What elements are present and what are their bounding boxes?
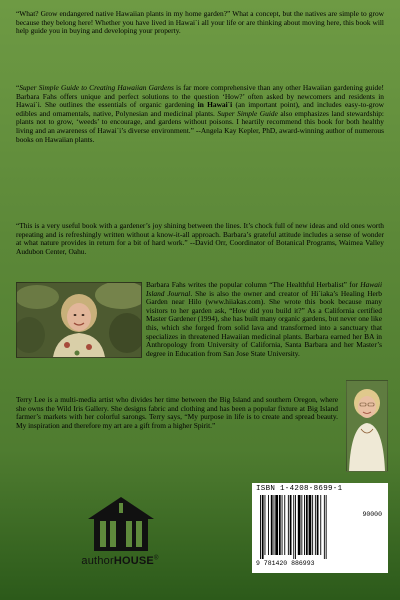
barcode-bar [320,495,321,555]
kepler-quote-paragraph: “Super Simple Guide to Creating Hawaiian Gardens is far more comprehensive than any other Hawaiian gardening guide! Barbara Fahs offers unique and perfect solutions to the question ‘How?’ often asked by newcomers and residents in Hawai`i. She outlines the essentials of organic gardening in Hawai`i (an important point), and includes easy-to-grow edibles and ornamentals, native, Polynesian and medicinal plants. Super Simple Guide also emphasizes land stewardship: plants not to grow, ‘weeds’ to encourage, and gardens without poisons. I heartily recommend this book for both healthy living and an awareness of Hawai`i’s diverse environment.” --Angela Kay Kepler, PhD, award-winning author of numerous books on Hawaiian plants. [16,83,384,144]
kepler-quote-part1: is far more comprehensive than any other Hawaiian gardening guide! Barbara Fahs offers unique and perfect solutions to the question ‘How?’ often asked by newcomers and residents in Hawai`i. She outlines the essentials of organic gardening [16,83,384,110]
price-code: 90000 [362,511,382,518]
isbn-barcode [252,483,388,573]
artist-photo-terry-art [347,381,387,471]
barcode-bar [288,495,289,555]
barcode-bar [312,495,313,555]
barcode-bar [295,495,296,559]
barcode-bar [304,495,305,555]
ean-barcode-icon [258,495,354,559]
publisher-name-prefix: author [81,555,114,567]
isbn-label: ISBN 1-4208-8699-1 [256,485,343,493]
intro-text: “What? Grow endangered native Hawaiian plants in my home garden?” What a concept, but the natives are simple to grow because they belong here! Whether you have lived in Hawai`i all your life or are thinking about moving here, this book will help guide you in buying and developing your property. [16,9,384,36]
artist-photo-terry [346,380,388,472]
orr-quote-paragraph [16,222,384,256]
barcode-bar [315,495,316,555]
ean-number: 9 781420 886993 [256,560,315,567]
orr-quote-text: “This is a very useful book with a gardener’s joy shining between the lines. It’s chock full of new ideas and old ones worth repeating and is refreshingly written without a know-it-all approach. Barbara’s grateful attitude includes a sense of wonder at what nature provides in return for a bit of hard work.” --David Orr, Coordinator of Botanical Programs, Waimea Valley Audubon Center, Oahu. [16,221,384,256]
barcode-bar [317,495,319,555]
barcode-bar [275,495,278,555]
kepler-quote-part2: (an important point), and includes easy-to-grow edibles and ornamentals, native, Polynesian and medicinal plants. [16,100,384,118]
publisher-name [60,555,180,567]
barcode-bar [279,495,281,555]
terry-bio-paragraph [16,396,338,430]
barcode-bar [301,495,302,555]
barbara-bio-part1: Barbara Fahs writes the popular column “The Healthful Herbalist” for [146,280,361,289]
barcode-bar [265,495,266,555]
author-photo-barbara [16,282,142,358]
barcode-bar [306,495,308,555]
barcode-bar [260,495,261,559]
barcode-bar [282,495,283,555]
terry-bio-text: Terry Lee is a multi-media artist who divides her time between the Big Island and southern Oregon, where she owns the Wild Iris Gallery. She designs fabric and clothing and has been a popular fixture at Big Island farmer’s markets with her colorful sarongs. Terry says, “My purpose in life is to create and spread beauty. My inspiration and therefore my art are a gift from a higher Spirit.” [16,395,338,430]
kepler-quote-part3: also emphasizes land stewardship: plants not to grow, ‘weeds’ to encourage, and gardens without poisons. I heartily recommend this book for both healthy living and an awareness of Hawai`i’s diverse environment.” --Angela Kay Kepler, PhD, award-winning author of numerous books on Hawaiian plants. [16,108,384,144]
barcode-bar [262,495,264,559]
publisher-trademark: ® [153,555,159,562]
authorhouse-logo-icon [76,495,166,555]
barcode-bar [274,495,275,555]
author-photo-barbara-art [17,283,141,357]
kepler-bold-phrase: in Hawai`i [197,100,233,110]
barcode-bar [284,495,285,555]
barcode-bar [268,495,269,555]
barcode-bar [326,495,327,559]
barcode-bar [293,495,294,559]
publisher-name-suffix: HOUSE [113,555,154,567]
barbara-bio-paragraph [146,281,382,358]
barcode-bar [324,495,325,559]
barcode-bar [309,495,312,555]
book-title-italic: Super Simple Guide to Creating Hawaiian Gardens [19,83,174,92]
barbara-bio-part2: . She is also the owner and creator of Hi`iaka’s Healing Herb Garden near Hilo (www.hiiakas.com). She wrote this book because many visitors to her garden ask, “How did you build it?” As a California certified Master Gardener (1994), she has built many organic gardens, but never one like this, which she forged from solid lava and transformed into a sanctuary that specializes in threatened Hawaiian medicinal plants. Barbara earned her BA in Anthropology from University of California, Santa Barbara and her Master’s degree in Education from San Jose State University. [146,288,382,358]
barcode-bar [298,495,301,555]
barcode-bar [271,495,273,555]
intro-paragraph [16,10,384,36]
journal-title-italic: Hawaii Island Journal [146,280,382,298]
barcode-bar [290,495,292,555]
book-short-title-italic: Super Simple Guide [217,108,278,118]
